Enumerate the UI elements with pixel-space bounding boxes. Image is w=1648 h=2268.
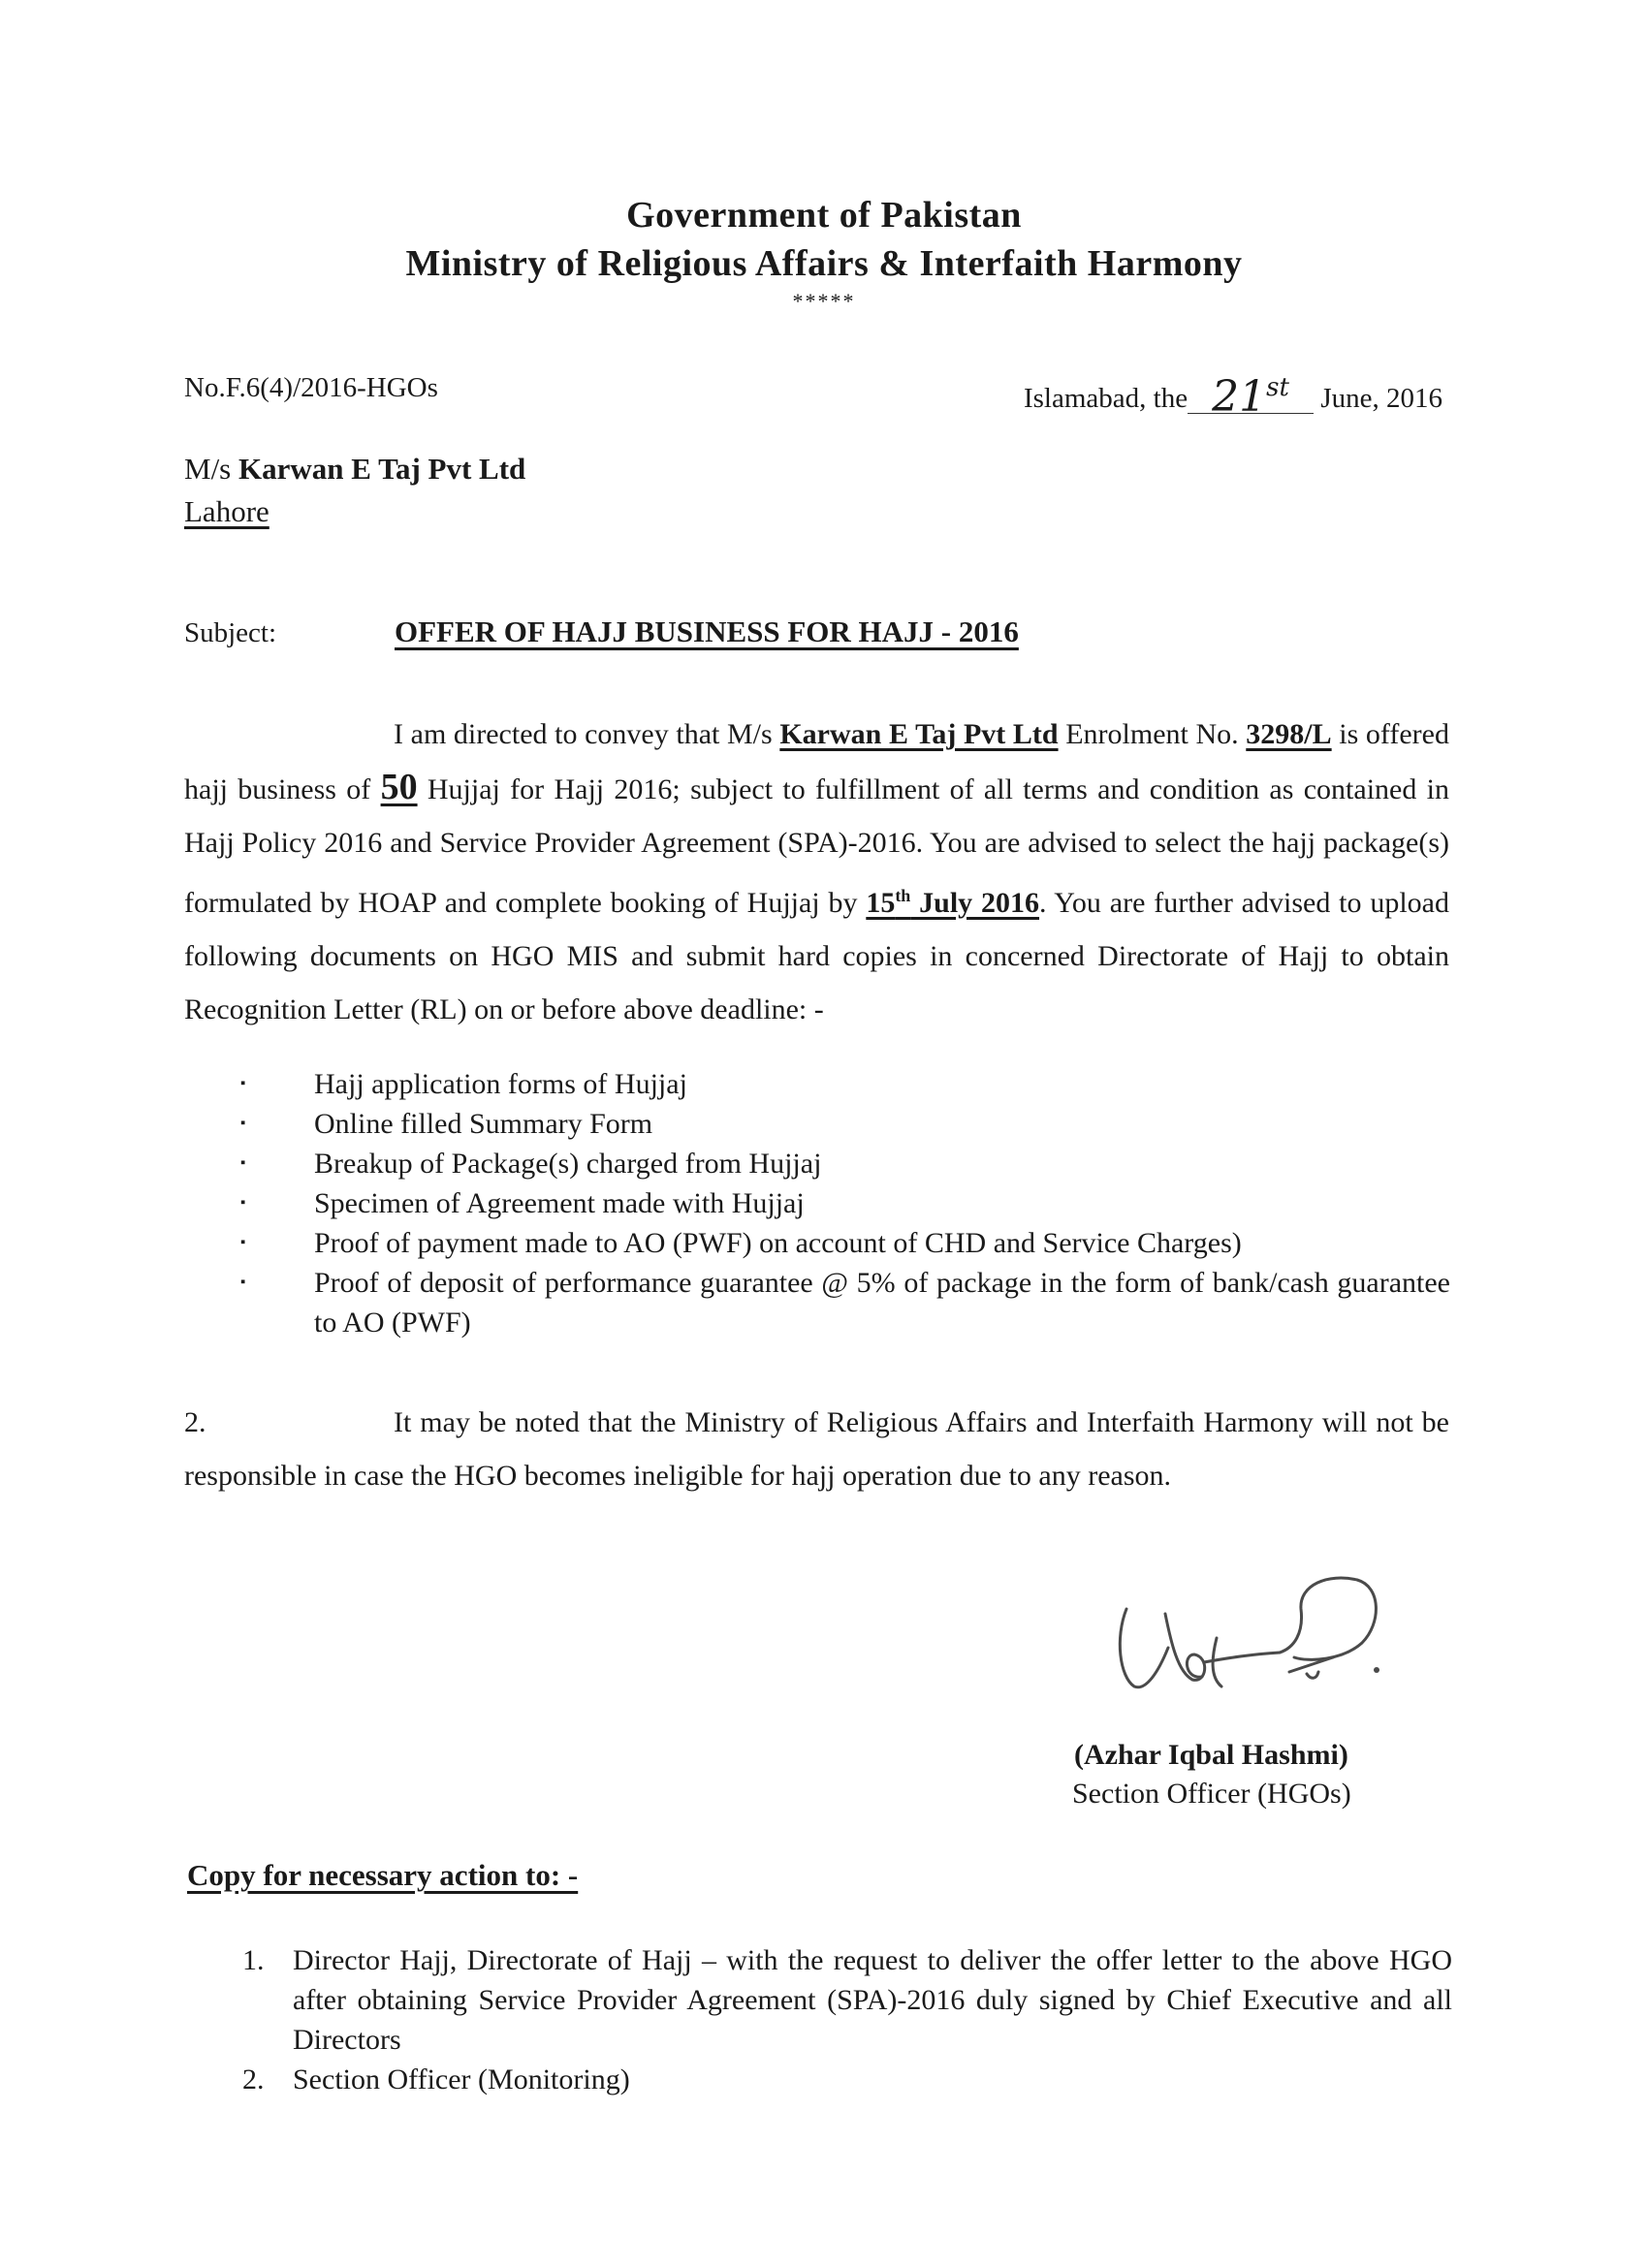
document-item: Proof of deposit of performance guarantee @ 5% of package in the form of bank/cash guarantee to AO (PWF) [314,1267,1450,1339]
list-item [221,1183,1450,1223]
item-number: 1. [242,1944,265,1976]
header-separator: ***** [792,289,856,313]
para1-text: . You are further advised to upload following documents on HGO MIS and submit hard copies in concerned Directorate of Hajj to obtain Recognition Letter (RL) on or before above deadline: - [184,887,1449,1025]
document-item: Online filled Summary Form [314,1108,653,1140]
copy-to-list [242,1940,1452,2099]
list-item [221,1223,1450,1263]
handwritten-day-number: 21 [1212,372,1267,422]
signature-icon [1086,1565,1396,1745]
header-government: Government of Pakistan [626,195,1022,236]
para1-text: Enrolment No. [1058,718,1247,750]
list-item [221,1104,1450,1144]
document-item: Hajj application forms of Hujjaj [314,1068,687,1100]
document-item: Proof of payment made to AO (PWF) on account of CHD and Service Charges) [314,1227,1242,1259]
bullet-icon: ▪ [240,1275,246,1290]
para1-text: I am directed to convey that M/s [394,718,780,750]
subject-label: Subject: [184,617,277,648]
documents-list [221,1064,1450,1342]
addressee-prefix: M/s [184,452,232,486]
paragraph-2 [184,1396,1449,1502]
paragraph-2-text: It may be noted that the Ministry of Religious Affairs and Interfaith Harmony will not be responsible in case the HGO becomes ineligible for hajj operation due to any reason. [184,1406,1449,1492]
addressee-company: Karwan E Taj Pvt Ltd [238,452,526,486]
bullet-icon: ▪ [240,1195,246,1211]
list-item [242,2060,1452,2099]
signatory-designation: Section Officer (HGOs) [1072,1778,1351,1810]
company-name: Karwan E Taj Pvt Ltd [779,718,1059,750]
para1-text: is offered hajj business of [184,718,1449,805]
deadline-day: 15 [866,887,896,919]
bullet-icon: ▪ [240,1076,246,1091]
list-item [221,1263,1450,1342]
list-item [242,1940,1452,2060]
enrolment-number: 3298/L [1246,718,1332,750]
bullet-icon: ▪ [240,1155,246,1171]
bullet-icon: ▪ [240,1235,246,1250]
para1-text: Hujjaj for Hajj 2016; subject to fulfillment of all terms and condition as contained in Hajj Policy 2016 and Service Provider Agreement (SPA)-2016. You are advised to select the hajj package(s) formulated by HOAP and complete booking of Hujjaj by [184,773,1449,919]
deadline-month-year: July 2016 [910,887,1040,919]
list-item [221,1144,1450,1183]
bullet-icon: ▪ [240,1116,246,1131]
reference-number: No.F.6(4)/2016-HGOs [184,372,438,403]
addressee-name [184,452,525,487]
copy-to-heading: Copy for necessary action to: - [187,1858,579,1892]
date-prefix: Islamabad, the [1023,383,1188,414]
handwritten-day [1188,372,1314,422]
letter-date [1023,372,1442,422]
hujjaj-quota: 50 [380,767,418,807]
paragraph-1 [184,708,1449,1036]
header-ministry: Ministry of Religious Affairs & Interfaith Harmony [405,243,1243,284]
paragraph-number: 2. [184,1406,206,1438]
item-number: 2. [242,2063,265,2095]
deadline-suffix: th [895,886,911,905]
handwritten-day-suffix: st [1266,373,1289,402]
addressee-city: Lahore [184,494,269,528]
signatory-name: (Azhar Iqbal Hashmi) [1074,1739,1348,1771]
date-month-year: June, 2016 [1320,383,1442,414]
copy-to-item: Director Hajj, Directorate of Hajj – with the request to deliver the offer letter to the above HGO after obtaining Service Provider Agreement (SPA)-2016 duly signed by Chief Executive and all Directors [293,1944,1452,2056]
document-item: Breakup of Package(s) charged from Hujjaj [314,1148,822,1180]
list-item [221,1064,1450,1104]
subject-text: OFFER OF HAJJ BUSINESS FOR HAJJ - 2016 [395,614,1019,648]
copy-to-item: Section Officer (Monitoring) [293,2063,630,2095]
deadline-date [866,887,1039,919]
document-item: Specimen of Agreement made with Hujjaj [314,1187,805,1219]
